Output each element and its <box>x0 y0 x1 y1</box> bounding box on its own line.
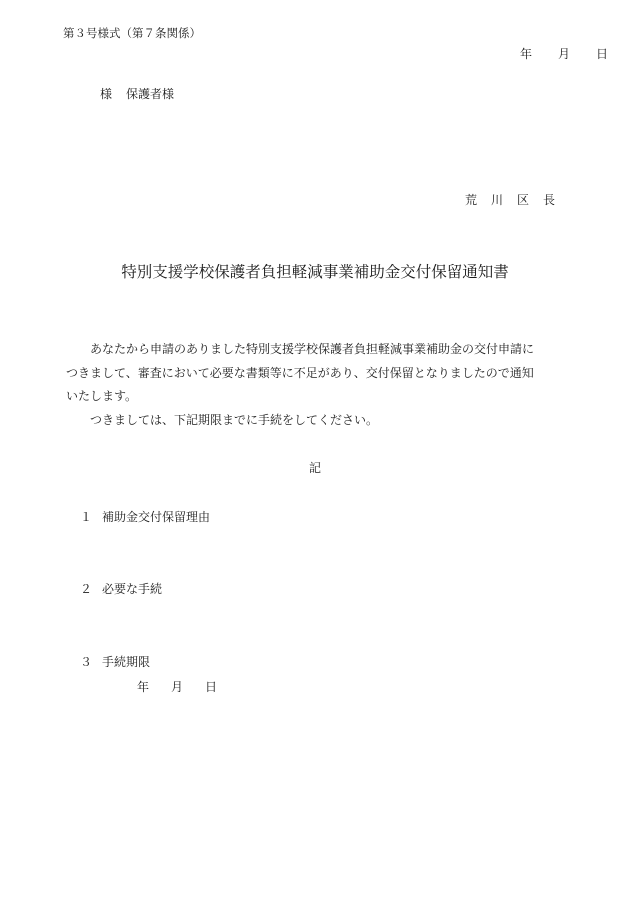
deadline-date <box>137 681 217 693</box>
sender-char: 川 <box>491 193 504 207</box>
deadline-date-day: 日 <box>205 680 218 694</box>
issue-date-year: 年 <box>520 47 533 61</box>
item-number: ２ <box>80 582 93 596</box>
addressee-name-suffix: 様 <box>100 87 113 101</box>
deadline-date-month: 月 <box>171 680 184 694</box>
body-line-2: つきまして、審査において必要な書類等に不足があり、交付保留となりましたので通知 <box>66 365 534 380</box>
addressee-label: 保護者様 <box>126 87 175 101</box>
item-number: ３ <box>80 655 93 669</box>
item-label: 手続期限 <box>102 655 151 669</box>
issue-date-month: 月 <box>558 47 571 61</box>
item-number: １ <box>80 510 93 524</box>
issue-date-day: 日 <box>596 47 609 61</box>
ki-heading: 記 <box>308 461 321 475</box>
body-paragraph-1 <box>66 338 558 409</box>
body-line-4: つきましては、下記期限までに手続をしてください。 <box>90 412 379 427</box>
sender <box>465 194 555 206</box>
document-title-text: 特別支援学校保護者負担軽減事業補助金交付保留通知書 <box>121 263 509 281</box>
document-title <box>0 265 630 281</box>
item-deadline <box>80 656 150 668</box>
item-label: 必要な手続 <box>102 582 163 596</box>
body-text <box>66 338 558 432</box>
issue-date <box>520 48 608 60</box>
sender-char: 荒 <box>465 193 478 207</box>
body-line-3: いたします。 <box>66 389 138 403</box>
body-paragraph-2 <box>78 409 558 433</box>
sender-char: 区 <box>517 193 530 207</box>
deadline-date-year: 年 <box>137 680 150 694</box>
item-reason <box>80 511 210 523</box>
body-line-1: あなたから申請のありました特別支援学校保護者負担軽減事業補助金の交付申請に <box>90 342 535 356</box>
item-required-procedure <box>80 583 162 595</box>
form-number: 第３号様式（第７条関係） <box>63 26 201 40</box>
item-label: 補助金交付保留理由 <box>102 510 211 524</box>
sender-char: 長 <box>543 193 556 207</box>
addressee <box>100 88 174 100</box>
